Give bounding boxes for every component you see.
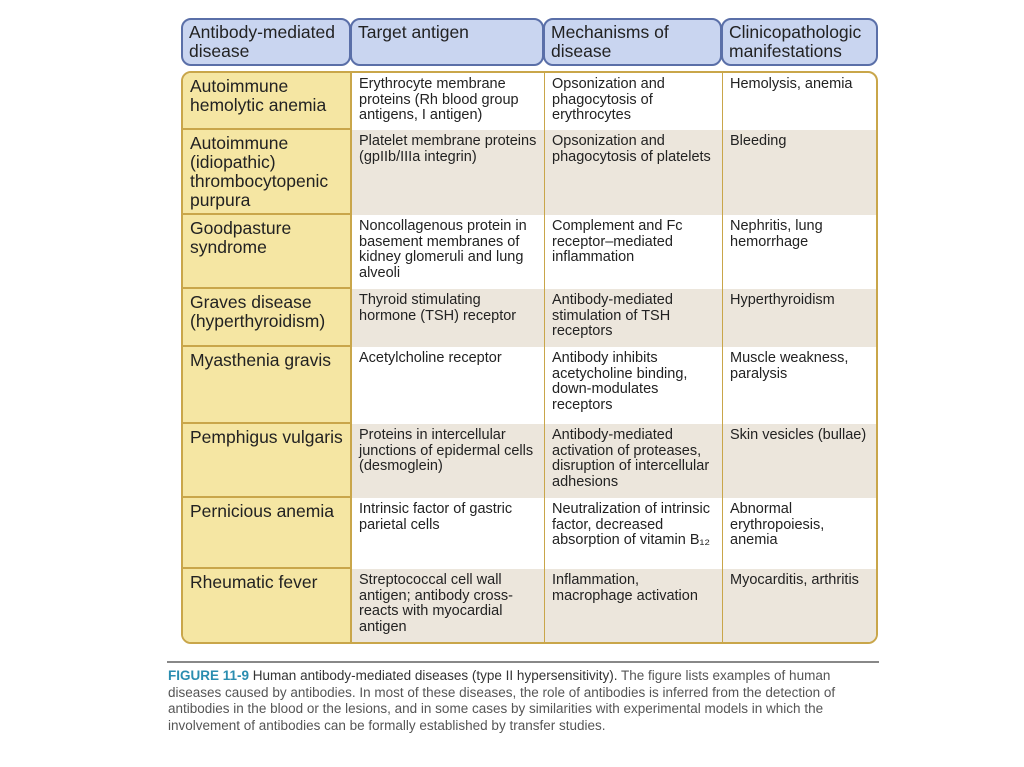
cell-disease: Pernicious anemia (183, 498, 351, 569)
cell-disease: Autoimmune (idiopathic) thrombocytopenic purpura (183, 130, 351, 215)
cell-antigen: Thyroid stimulating hormone (TSH) receptor (351, 289, 544, 347)
cell-disease: Pemphigus vulgaris (183, 424, 351, 498)
cell-manifestation: Nephritis, lung hemorrhage (722, 215, 876, 289)
table-row (183, 130, 876, 215)
cell-manifestation: Skin vesicles (bullae) (722, 424, 876, 498)
figure-label: FIGURE 11-9 (168, 668, 250, 683)
cell-disease: Rheumatic fever (183, 569, 351, 644)
cell-manifestation: Abnormal erythropoiesis, anemia (722, 498, 876, 569)
cell-mechanism: Antibody inhibits acetycholine binding, down-modulates receptors (544, 347, 722, 424)
cell-mechanism: Opsonization and phagocytosis of erythrocytes (544, 73, 722, 130)
cell-mechanism: Neutralization of intrinsic factor, decreased absorption of vitamin B₁₂ (544, 498, 722, 569)
header-antigen: Target antigen (350, 18, 544, 66)
cell-antigen: Acetylcholine receptor (351, 347, 544, 424)
cell-antigen: Proteins in intercellular junctions of epidermal cells (desmoglein) (351, 424, 544, 498)
figure-caption (168, 668, 880, 734)
cell-antigen: Intrinsic factor of gastric parietal cells (351, 498, 544, 569)
cell-manifestation: Bleeding (722, 130, 876, 215)
cell-antigen: Erythrocyte membrane proteins (Rh blood group antigens, I antigen) (351, 73, 544, 130)
cell-mechanism: Complement and Fc receptor–mediated inflammation (544, 215, 722, 289)
cell-manifestation: Hyperthyroidism (722, 289, 876, 347)
header-manifestation: Clinicopathologic manifestations (721, 18, 878, 66)
table-row (183, 73, 876, 130)
disease-table (181, 71, 878, 644)
table-row (183, 289, 876, 347)
cell-mechanism: Antibody-mediated activation of proteases, disruption of intercellular adhesions (544, 424, 722, 498)
cell-mechanism: Inflammation, macrophage activation (544, 569, 722, 644)
figure-title: Human antibody-mediated diseases (type II hypersensitivity). (252, 668, 618, 683)
cell-antigen: Noncollagenous protein in basement membranes of kidney glomeruli and lung alveoli (351, 215, 544, 289)
header-disease: Antibody-mediated disease (181, 18, 351, 66)
table-row (183, 498, 876, 569)
cell-antigen: Streptococcal cell wall antigen; antibody cross-reacts with myocardial antigen (351, 569, 544, 644)
table-row (183, 569, 876, 644)
table-row (183, 347, 876, 424)
cell-manifestation: Myocarditis, arthritis (722, 569, 876, 644)
caption-rule (167, 661, 879, 663)
header-mechanism: Mechanisms of disease (543, 18, 722, 66)
cell-antigen: Platelet membrane proteins (gpIIb/IIIa integrin) (351, 130, 544, 215)
cell-manifestation: Muscle weakness, paralysis (722, 347, 876, 424)
cell-disease: Graves disease (hyperthyroidism) (183, 289, 351, 347)
table-row (183, 424, 876, 498)
cell-disease: Myasthenia gravis (183, 347, 351, 424)
table-row (183, 215, 876, 289)
cell-disease: Goodpasture syndrome (183, 215, 351, 289)
cell-mechanism: Opsonization and phagocytosis of platelets (544, 130, 722, 215)
cell-mechanism: Antibody-mediated stimulation of TSH receptors (544, 289, 722, 347)
figure-text: The figure lists examples of human diseases caused by antibodies. In most of these diseases, the role of antibodies is inferred from the detection of antibodies in the blood or the lesions, and in some cases by similarities with experimental models in which the involvement of antibodies can be formally established by transfer studies. (168, 668, 836, 733)
cell-manifestation: Hemolysis, anemia (722, 73, 876, 130)
cell-disease: Autoimmune hemolytic anemia (183, 73, 351, 130)
